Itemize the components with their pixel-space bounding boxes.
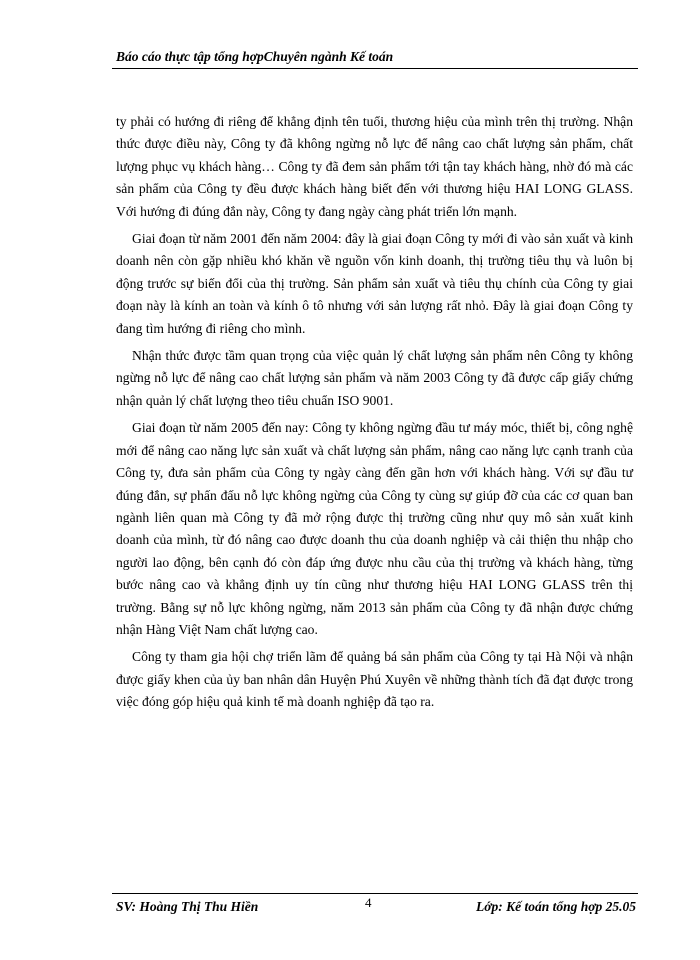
- paragraph-period-2001-2004: Giai đoạn từ năm 2001 đến năm 2004: đây là giai đoạn Công ty mới đi vào sản xuất và kinh doanh nên còn gặp nhiều khó khăn về nguồn vốn kinh doanh, thị trường tiêu thụ và luôn bị động trước sự biến đổi của thị trường. Sản phẩm sản xuất và tiêu thụ chính của Công ty giai đoạn này là kính an toàn và kính ô tô nhưng với sản lượng rất nhỏ. Đây là giai đoạn Công ty đang tìm hướng đi riêng cho mình.: [116, 231, 633, 336]
- page-footer: [112, 893, 638, 924]
- page-header: [112, 48, 638, 69]
- paragraph-company-direction: ty phải có hướng đi riêng để khẳng định tên tuổi, thương hiệu của mình trên thị trường. Nhận thức được điều này, Công ty đã không ngừng nỗ lực để nâng cao chất lượng sản phẩm, chất lượng phục vụ khách hàng… Công ty đã đem sản phẩm tới tận tay khách hàng, nhờ đó mà các sản phẩm của Công ty đều được khách hàng biết đến với thương hiệu HAI LONG GLASS. Với hướng đi đúng đắn này, Công ty đang ngày càng phát triển lớn mạnh.: [116, 114, 633, 219]
- page-number: 4: [365, 895, 372, 910]
- report-title: Báo cáo thực tập tổng hợpChuyên ngành Kế toán: [116, 49, 394, 64]
- student-name: SV: Hoàng Thị Thu Hiền: [116, 899, 259, 914]
- paragraph-quality-iso: Nhận thức được tầm quan trọng của việc quản lý chất lượng sản phẩm nên Công ty không ngừng nỗ lực để nâng cao chất lượng sản phẩm và năm 2003 Công ty đã được cấp giấy chứng nhận quản lý chất lượng theo tiêu chuẩn ISO 9001.: [116, 348, 633, 408]
- document-body: [116, 111, 633, 714]
- class-label: Lớp: Kế toán tổng hợp 25.05: [475, 899, 636, 914]
- paragraph-trade-fair: Công ty tham gia hội chợ triển lãm để quảng bá sản phẩm của Công ty tại Hà Nội và nhận được giấy khen của ủy ban nhân dân Huyện Phú Xuyên về những thành tích đã đạt được trong việc đóng góp hiệu quả kinh tế mà doanh nghiệp đã tạo ra.: [116, 649, 633, 710]
- paragraph-period-2005-present: Giai đoạn từ năm 2005 đến nay: Công ty không ngừng đầu tư máy móc, thiết bị, công nghệ mới để nâng cao năng lực sản xuất và chất lượng sản phẩm, nâng cao năng lực cạnh tranh của Công ty, đưa sản phẩm của Công ty ngày càng đến gần hơn với khách hàng. Với sự đầu tư đúng đắn, sự phấn đấu nỗ lực không ngừng của Công ty cùng sự giúp đỡ của các cơ quan ban ngành liên quan mà Công ty đã mở rộng được thị trường cũng như quy mô sản xuất kinh doanh của mình, từ đó nâng cao được doanh thu của doanh nghiệp và cải thiện thu nhập cho người lao động, bên cạnh đó còn đáp ứng được nhu cầu của thị trường và khách hàng, từng bước nâng cao và khẳng định uy tín cũng như thương hiệu HAI LONG GLASS trên thị trường. Bằng sự nỗ lực không ngừng, năm 2013 sản phẩm của Công ty đã nhận được chứng nhận Hàng Việt Nam chất lượng cao.: [116, 420, 633, 637]
